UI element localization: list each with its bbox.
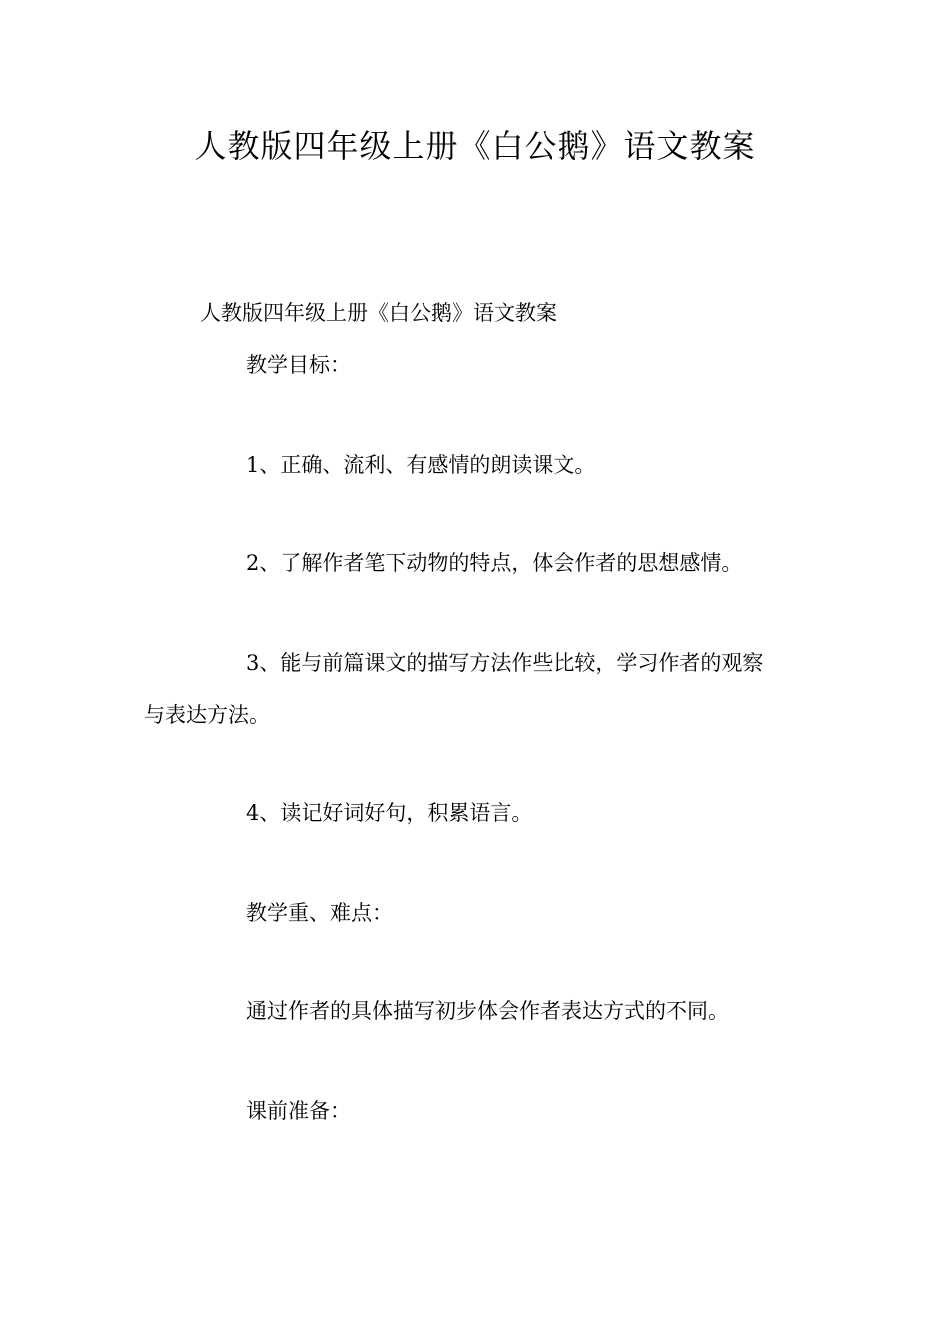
objectives-heading: 教学目标： [246,353,351,377]
objective-item: 2、了解作者笔下动物的特点，体会作者的思想感情。 [246,551,743,575]
preparation-heading: 课前准备： [246,1099,351,1123]
objective-item: 3、能与前篇课文的描写方法作些比较，学习作者的观察 [246,651,764,675]
objective-item: 4、读记好词好句，积累语言。 [246,801,533,825]
document-title: 人教版四年级上册《白公鹅》语文教案 [194,127,756,165]
key-points-text: 通过作者的具体描写初步体会作者表达方式的不同。 [246,999,729,1023]
document-subtitle: 人教版四年级上册《白公鹅》语文教案 [200,301,557,325]
objective-item-continuation: 与表达方法。 [144,703,270,727]
objective-item: 1、正确、流利、有感情的朗读课文。 [246,453,596,477]
key-points-heading: 教学重、难点： [246,901,393,925]
